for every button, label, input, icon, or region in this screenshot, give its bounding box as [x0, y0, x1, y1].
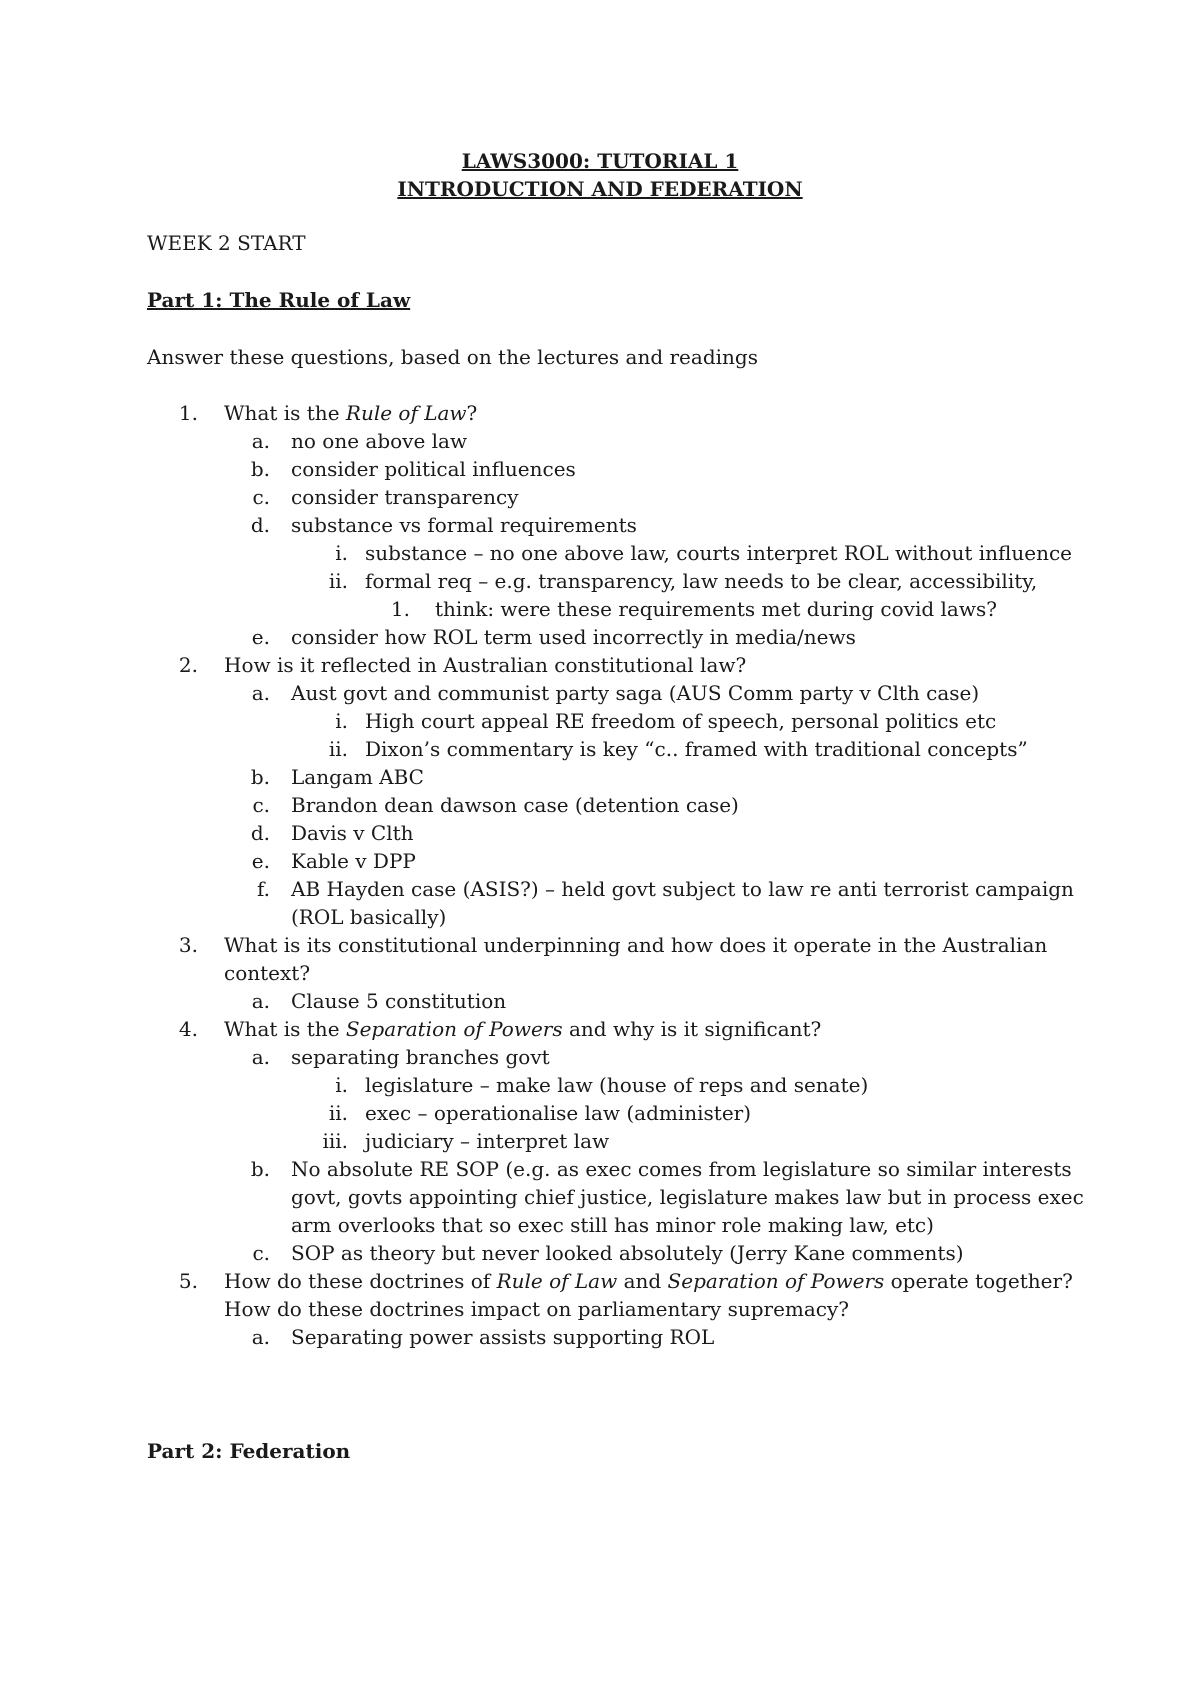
week-label: WEEK 2 START [147, 231, 306, 255]
list-marker: 1. [178, 401, 198, 425]
question-text: What is the Rule of Law? [224, 401, 478, 425]
document-subtitle: INTRODUCTION AND FEDERATION [397, 177, 803, 201]
part1-intro: Answer these questions, based on the lectures and readings [147, 345, 758, 369]
part1-heading: Part 1: The Rule of Law [147, 288, 411, 312]
document-title: LAWS3000: TUTORIAL 1 [461, 149, 739, 173]
part2-heading: Part 2: Federation [147, 1439, 351, 1463]
document-page: LAWS3000: TUTORIAL 1 INTRODUCTION AND FEDERATION WEEK 2 START Part 1: The Rule of Law Answer these questions, based on the lectures and readings 1. What is the Rule of Law? a. no one above law b. consider political influences c. consider transparency d. substance vs formal requirements i. substance – no one above law, courts interpret ROL without influence ii. formal req – e.g. transparency, law needs to be clear, accessibility, 1. think: were these requirements met during covid laws? e. consider how ROL term used incorrectly in media/news 2. How is it reflected in Australian constitutional law? a. Aust govt and communist party saga (AUS Comm party v Clth case) i. High court appeal RE freedom of speech, personal politics etc ii. Dixon’s commentary is key “c.. framed with traditional concepts” b. Langam ABC c. Brandon dean dawson case (detention case) d. Davis v Clth e. Kable v DPP f. AB Hayden case (ASIS?) – held govt subject to law re anti terrorist campaign (ROL basically) 3. What is its constitutional underpinning and how does it operate in the Australian context? a. Clause 5 constitution 4. What is the Separation of Powers and why is it significant? a. separating branches govt i. legislature – make law (house of reps and senate) ii. exec – operationalise law (administer) iii. judiciary – interpret law b. No absolute RE SOP (e.g. as exec comes from legislature so similar interests govt, govts appointing chief justice, legislature makes law but in process exec arm overlooks that so exec still has minor role making law, etc) c. SOP as theory but never looked absolutely (Jerry Kane comments) 5. How do these doctrines of Rule of Law and Separation of Powers operate together? How do these doctrines impact on parliamentary supremacy? a. Separating power assists supporting ROL Part 2: Federation [0, 0, 1200, 1698]
